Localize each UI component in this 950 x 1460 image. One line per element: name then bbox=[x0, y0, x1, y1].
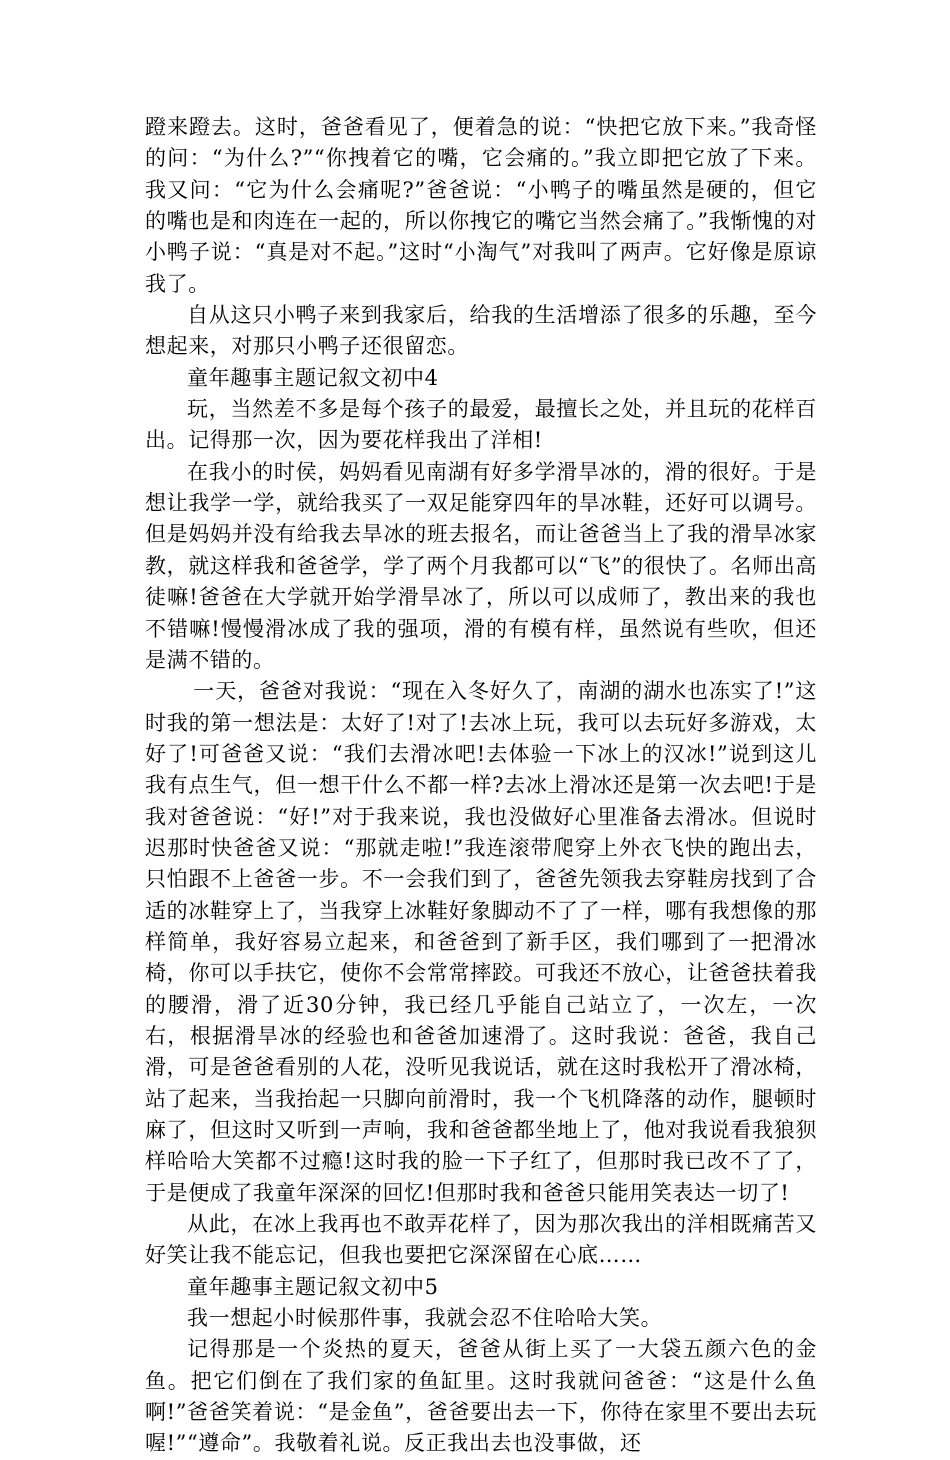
paragraph: 记得那是一个炎热的夏天，爸爸从街上买了一大袋五颜六色的金鱼。把它们倒在了我们家的鱼缸里。这时我就问爸爸：“这是什么鱼啊!”爸爸笑着说：“是金鱼”，爸爸要出去一下，你待在家里不要出去玩喔!”“遵命”。我敬着礼说。反正我出去也没事做，还 bbox=[145, 1337, 817, 1456]
paragraph: 在我小的时侯，妈妈看见南湖有好多学滑旱冰的，滑的很好。于是想让我学一学，就给我买了一双足能穿四年的旱冰鞋，还好可以调号。但是妈妈并没有给我去旱冰的班去报名，而让爸爸当上了我的滑旱冰家教，就这样我和爸爸学，学了两个月我都可以“飞”的很快了。名师出高徒嘛!爸爸在大学就开始学滑旱冰了，所以可以成师了，教出来的我也不错嘛!慢慢滑冰成了我的强项，滑的有模有样，虽然说有些吹，但还是满不错的。 bbox=[145, 459, 817, 672]
paragraph: 从此，在冰上我再也不敢弄花样了，因为那次我出的洋相既痛苦又好笑让我不能忘记，但我也要把它深深留在心底…… bbox=[145, 1212, 817, 1268]
section-heading: 童年趣事主题记叙文初中5 bbox=[187, 1274, 439, 1299]
section-heading: 童年趣事主题记叙文初中4 bbox=[187, 365, 439, 390]
paragraph-continued: 蹬来蹬去。这时，爸爸看见了，便着急的说：“快把它放下来。”我奇怪的问：“为什么?”“你拽着它的嘴，它会痛的。”我立即把它放了下来。我又问：“它为什么会痛呢?”爸爸说：“小鸭子的嘴虽然是硬的，但它的嘴也是和肉连在一起的，所以你拽它的嘴它当然会痛了。”我惭愧的对小鸭子说：“真是对不起。”这时“小淘气”对我叫了两声。它好像是原谅我了。 bbox=[145, 115, 817, 296]
paragraph: 我一想起小时候那件事，我就会忍不住哈哈大笑。 bbox=[187, 1306, 663, 1331]
paragraph: 一天，爸爸对我说：“现在入冬好久了，南湖的湖水也冻实了!”这时我的第一想法是：太好了!对了!去冰上玩，我可以去玩好多游戏，太好了!可爸爸又说：“我们去滑冰吧!去体验一下冰上的汉冰!”说到这儿我有点生气，但一想干什么不都一样?去冰上滑冰还是第一次去吧!于是我对爸爸说：“好!”对于我来说，我也没做好心里准备去滑冰。但说时迟那时快爸爸又说：“那就走啦!”我连滚带爬穿上外衣飞快的跑出去，只怕跟不上爸爸一步。不一会我们到了，爸爸先领我去穿鞋房找到了合适的冰鞋穿上了，当我穿上冰鞋好象脚动不了了一样，哪有我想像的那样简单，我好容易立起来，和爸爸到了新手区，我们哪到了一把滑冰椅，你可以手扶它，使你不会常常摔跤。可我还不放心，让爸爸扶着我的腰滑，滑了近30分钟，我已经几乎能自己站立了，一次左，一次右，根据滑旱冰的经验也和爸爸加速滑了。这时我说：爸爸，我自己滑，可是爸爸看别的人花，没听见我说话，就在这时我松开了滑冰椅，站了起来，当我抬起一只脚向前滑时，我一个飞机降落的动作，腿顿时麻了，但这时又听到一声响，我和爸爸都坐地上了，他对我说看我狼狈样哈哈大笑都不过瘾!这时我的脸一下子红了，但那时我已改不了了，于是便成了我童年深深的回忆!但那时我和爸爸只能用笑表达一切了! bbox=[145, 679, 817, 1205]
document-body bbox=[145, 112, 817, 1460]
paragraph: 自从这只小鸭子来到我家后，给我的生活增添了很多的乐趣，至今想起来，对那只小鸭子还很留恋。 bbox=[145, 303, 817, 359]
paragraph: 玩，当然差不多是每个孩子的最爱，最擅长之处，并且玩的花样百出。记得那一次，因为要花样我出了洋相! bbox=[145, 397, 817, 453]
